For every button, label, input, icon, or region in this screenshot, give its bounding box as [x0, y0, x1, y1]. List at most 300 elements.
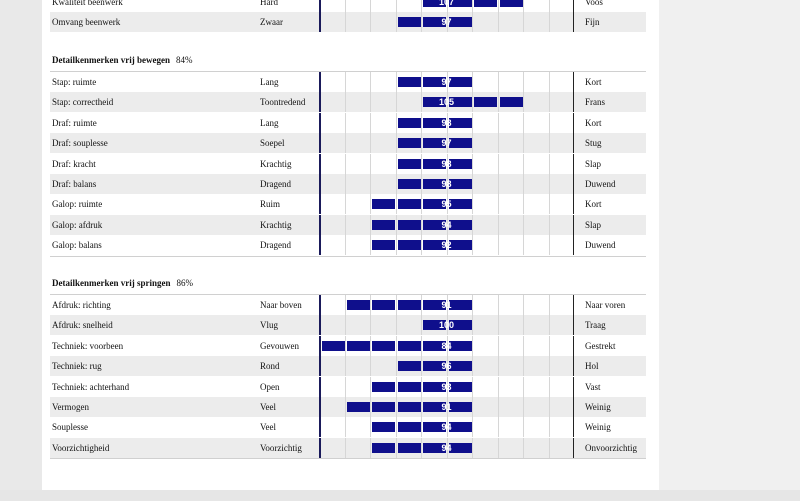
scale-cell	[421, 72, 452, 92]
scale-cell	[523, 417, 548, 437]
scale-cell	[396, 0, 421, 12]
scale-cell	[549, 174, 574, 194]
score-bar	[319, 377, 575, 397]
scale-cell	[421, 215, 452, 235]
scale-cell	[319, 12, 344, 32]
scale-cell	[396, 194, 421, 214]
scale-cell	[472, 12, 497, 32]
bar-fill	[474, 0, 497, 7]
scale-cell	[523, 133, 548, 153]
scale-cell	[396, 356, 421, 376]
scale-cell	[523, 92, 548, 112]
score-bar	[319, 154, 575, 174]
scale-cell	[498, 356, 523, 376]
high-extreme-label: Weinig	[585, 402, 611, 412]
scale-cell	[319, 397, 344, 417]
score-value: 91	[441, 300, 452, 310]
scale-cell	[523, 113, 548, 133]
scale-cell	[549, 113, 574, 133]
scale-cell	[319, 174, 344, 194]
low-extreme-label: Voorzichtig	[260, 442, 302, 453]
section-title	[52, 278, 193, 288]
scale-cell	[319, 215, 344, 235]
scale-cell	[421, 397, 452, 417]
scale-cell	[396, 438, 421, 458]
high-extreme-label: Fijn	[585, 17, 600, 27]
trait-label: Galop: afdruk	[52, 219, 103, 230]
scale-cell	[549, 133, 574, 153]
section-percent: 86%	[176, 278, 193, 288]
trait-label: Stap: correctheid	[52, 97, 114, 108]
scale-cell	[319, 438, 344, 458]
scale-cell	[549, 194, 574, 214]
scale-cell	[345, 295, 370, 315]
scale-cell	[523, 174, 548, 194]
scale-cell	[498, 194, 523, 214]
high-extreme-label: Stug	[585, 138, 602, 149]
bar-fill	[372, 382, 395, 392]
bar-fill	[474, 97, 497, 107]
scale-cell	[319, 417, 344, 437]
scale-cell	[396, 174, 421, 194]
scale-cell	[498, 295, 523, 315]
scale-cell	[421, 235, 452, 255]
scale-cell	[396, 417, 421, 437]
scale-cell	[549, 356, 574, 376]
table-row	[50, 0, 646, 12]
bar-fill	[347, 300, 370, 310]
scale-cell	[396, 377, 421, 397]
table-row	[50, 194, 646, 214]
scale-cell	[319, 133, 344, 153]
scale-cell	[370, 174, 395, 194]
scale-cell	[472, 377, 497, 397]
scale-cell	[421, 92, 455, 112]
trait-label: Afdruk: richting	[52, 300, 111, 310]
score-bar	[319, 438, 575, 458]
scale-cell	[396, 315, 421, 335]
low-extreme-label: Dragend	[260, 240, 291, 251]
score-value: 96	[441, 361, 452, 372]
low-extreme-label: Hard	[260, 0, 278, 7]
scale-cell	[319, 336, 344, 356]
scale-cell	[345, 72, 370, 92]
scale-cell	[549, 315, 574, 335]
scale-cell	[370, 438, 395, 458]
scale-cell	[498, 336, 523, 356]
scale-cell	[345, 113, 370, 133]
scale-cell	[472, 72, 497, 92]
bar-fill	[322, 341, 345, 351]
scale-cell	[345, 438, 370, 458]
bar-fill	[398, 179, 421, 189]
scale-cell	[370, 133, 395, 153]
scale-cell	[396, 336, 421, 356]
score-bar	[319, 133, 575, 153]
scale-cell	[345, 356, 370, 376]
low-extreme-label: Krachtig	[260, 158, 292, 169]
score-value: 98	[441, 117, 452, 128]
scale-cell	[370, 417, 395, 437]
scale-cell	[370, 0, 395, 12]
trait-label: Draf: ruimte	[52, 117, 97, 128]
scale-cell	[498, 0, 523, 12]
bar-fill	[398, 240, 421, 250]
scale-cell	[498, 215, 523, 235]
trait-label: Draf: kracht	[52, 158, 96, 169]
score-bar	[319, 235, 575, 255]
scale-cell	[523, 72, 548, 92]
table-row	[50, 113, 646, 133]
scale-cell	[472, 113, 497, 133]
horizontal-scrollbar[interactable]	[0, 490, 800, 501]
scale-cell	[319, 377, 344, 397]
scale-cell	[345, 194, 370, 214]
scale-cell	[498, 72, 523, 92]
high-extreme-label: Naar voren	[585, 300, 626, 310]
score-bar	[319, 336, 575, 356]
bar-fill	[372, 443, 395, 453]
scale-cell	[319, 315, 344, 335]
scale-cell	[396, 215, 421, 235]
table-row	[50, 438, 646, 458]
scale-cell	[370, 12, 395, 32]
scale-cell	[396, 72, 421, 92]
section-percent: 84%	[175, 55, 193, 65]
scale-cell	[345, 315, 370, 335]
trait-label: Draf: souplesse	[52, 138, 108, 149]
score-value: 91	[441, 402, 452, 412]
high-extreme-label: Duwend	[585, 179, 616, 189]
scale-cell	[319, 356, 344, 376]
scale-cell	[345, 174, 370, 194]
score-value: 107	[438, 0, 455, 7]
table-row	[50, 154, 646, 174]
score-bar	[319, 194, 575, 214]
scale-cell	[498, 154, 523, 174]
high-extreme-label: Voos	[585, 0, 603, 7]
scale-cell	[319, 113, 344, 133]
high-extreme-label: Slap	[585, 219, 602, 230]
bar-fill	[398, 159, 421, 169]
table-row	[50, 235, 646, 255]
bar-fill	[372, 300, 395, 310]
low-extreme-label: Veel	[260, 402, 276, 412]
scale-cell	[523, 315, 548, 335]
scale-cell	[345, 417, 370, 437]
scale-cell	[396, 295, 421, 315]
low-extreme-label: Toontredend	[260, 97, 306, 108]
bar-fill	[347, 341, 370, 351]
scale-cell	[345, 154, 370, 174]
score-bar	[319, 417, 575, 437]
table-row	[50, 92, 646, 112]
scale-cell	[523, 215, 548, 235]
trait-label: Kwaliteit beenwerk	[52, 0, 123, 7]
low-extreme-label: Lang	[260, 77, 279, 87]
scale-cell	[370, 194, 395, 214]
scale-cell	[396, 92, 421, 112]
table-row	[50, 215, 646, 235]
scale-cell	[472, 174, 497, 194]
scale-cell	[421, 295, 452, 315]
score-bar	[319, 215, 575, 235]
high-extreme-label: Vast	[585, 381, 601, 392]
scale-cell	[549, 0, 574, 12]
high-extreme-label: Kort	[585, 117, 602, 128]
scale-cell	[370, 72, 395, 92]
scale-cell	[549, 438, 574, 458]
scale-cell	[319, 0, 344, 12]
score-value: 94	[441, 219, 452, 230]
score-value: 84	[441, 340, 452, 351]
low-extreme-label: Soepel	[260, 138, 285, 149]
scale-cell	[421, 194, 452, 214]
section-title-text: Detailkenmerken vrij bewegen	[52, 55, 170, 65]
bar-fill	[398, 220, 421, 230]
score-bar	[319, 295, 575, 315]
scale-cell	[396, 397, 421, 417]
score-bar	[319, 12, 575, 32]
scale-cell	[421, 438, 452, 458]
scale-cell	[549, 417, 574, 437]
scale-cell	[498, 113, 523, 133]
section-divider	[50, 458, 646, 459]
score-bar	[319, 92, 575, 112]
bar-fill	[398, 402, 421, 412]
table-row	[50, 356, 646, 376]
score-value: 95	[441, 199, 452, 210]
scale-cell	[472, 154, 497, 174]
score-bar	[319, 72, 575, 92]
scale-cell	[319, 194, 344, 214]
scale-cell	[345, 92, 370, 112]
low-extreme-label: Veel	[260, 422, 276, 433]
high-extreme-label: Traag	[585, 320, 606, 331]
scale-cell	[549, 215, 574, 235]
table-row	[50, 12, 646, 32]
section-title-text: Detailkenmerken vrij springen	[52, 278, 171, 288]
scale-cell	[472, 315, 497, 335]
scale-cell	[498, 315, 523, 335]
bar-fill	[398, 138, 421, 148]
score-bar	[319, 0, 575, 12]
score-bar	[319, 315, 575, 335]
high-extreme-label: Duwend	[585, 240, 616, 251]
scale-cell	[345, 0, 370, 12]
low-extreme-label: Zwaar	[260, 17, 283, 27]
high-extreme-label: Kort	[585, 199, 602, 210]
scale-cell	[498, 133, 523, 153]
scale-cell	[370, 154, 395, 174]
scale-cell	[319, 72, 344, 92]
high-extreme-label: Weinig	[585, 422, 611, 433]
score-value: 98	[441, 158, 452, 169]
scale-cell	[421, 133, 452, 153]
score-value: 97	[441, 138, 452, 149]
score-value: 105	[438, 97, 455, 108]
score-value: 98	[441, 179, 452, 189]
trait-label: Galop: balans	[52, 240, 102, 251]
scale-cell	[370, 113, 395, 133]
scale-cell	[523, 438, 548, 458]
low-extreme-label: Open	[260, 381, 280, 392]
bar-fill	[372, 422, 395, 432]
score-value: 93	[441, 381, 452, 392]
score-value: 94	[441, 422, 452, 433]
scale-cell	[549, 295, 574, 315]
scale-cell	[396, 154, 421, 174]
scale-cell	[472, 295, 497, 315]
scale-cell	[370, 336, 395, 356]
bar-fill	[398, 300, 421, 310]
bar-fill	[398, 199, 421, 209]
bar-fill	[500, 97, 523, 107]
scale-cell	[370, 377, 395, 397]
scale-cell	[370, 295, 395, 315]
low-extreme-label: Naar boven	[260, 300, 302, 310]
low-extreme-label: Vlug	[260, 320, 278, 331]
scale-cell	[549, 72, 574, 92]
scale-cell	[319, 295, 344, 315]
trait-label: Afdruk: snelheid	[52, 320, 113, 331]
scale-cell	[498, 235, 523, 255]
scale-cell	[421, 174, 452, 194]
bar-fill	[372, 341, 395, 351]
scale-cell	[345, 397, 370, 417]
table-row	[50, 174, 646, 194]
high-extreme-label: Slap	[585, 158, 602, 169]
scale-cell	[498, 438, 523, 458]
right-background	[659, 0, 800, 501]
scale-cell	[549, 336, 574, 356]
scale-cell	[370, 356, 395, 376]
trait-label: Vermogen	[52, 402, 89, 412]
scale-cell	[472, 438, 497, 458]
scale-cell	[498, 397, 523, 417]
low-extreme-label: Gevouwen	[260, 340, 299, 351]
scale-cell	[498, 92, 523, 112]
scale-cell	[472, 92, 497, 112]
scale-cell	[396, 235, 421, 255]
trait-label: Techniek: rug	[52, 361, 102, 372]
bar-fill	[398, 361, 421, 371]
scale-cell	[421, 12, 452, 32]
scale-cell	[498, 12, 523, 32]
scale-cell	[549, 377, 574, 397]
scale-cell	[523, 154, 548, 174]
trait-label: Omvang beenwerk	[52, 17, 121, 27]
bar-fill	[398, 341, 421, 351]
scale-cell	[345, 133, 370, 153]
score-bar	[319, 113, 575, 133]
trait-label: Souplesse	[52, 422, 88, 433]
scale-cell	[523, 377, 548, 397]
bar-fill	[398, 422, 421, 432]
scale-cell	[523, 12, 548, 32]
scale-cell	[549, 397, 574, 417]
scale-cell	[498, 174, 523, 194]
scale-cell	[472, 336, 497, 356]
scale-cell	[370, 315, 395, 335]
trait-label: Techniek: voorbeen	[52, 340, 124, 351]
scale-cell	[319, 154, 344, 174]
scale-cell	[472, 417, 497, 437]
scale-cell	[421, 0, 455, 12]
low-extreme-label: Lang	[260, 117, 279, 128]
table-row	[50, 417, 646, 437]
scale-cell	[396, 12, 421, 32]
table-row	[50, 315, 646, 335]
high-extreme-label: Kort	[585, 77, 602, 87]
section-title	[52, 55, 192, 65]
scale-cell	[421, 336, 452, 356]
scale-cell	[370, 92, 395, 112]
bar-fill	[398, 382, 421, 392]
table-row	[50, 397, 646, 417]
trait-label: Draf: balans	[52, 179, 97, 189]
scale-cell	[523, 397, 548, 417]
high-extreme-label: Frans	[585, 97, 605, 108]
score-bar	[319, 174, 575, 194]
scale-cell	[549, 235, 574, 255]
scale-cell	[345, 235, 370, 255]
scale-cell	[523, 356, 548, 376]
low-extreme-label: Ruim	[260, 199, 281, 210]
scale-cell	[396, 113, 421, 133]
scale-cell	[421, 417, 452, 437]
scale-cell	[345, 12, 370, 32]
score-value: 94	[441, 442, 452, 453]
scale-cell	[472, 235, 497, 255]
bar-fill	[372, 199, 395, 209]
trait-label: Voorzichtigheid	[52, 442, 110, 453]
scale-cell	[345, 336, 370, 356]
trait-label: Galop: ruimte	[52, 199, 103, 210]
trait-label: Techniek: achterhand	[52, 381, 130, 392]
score-value: 97	[441, 17, 452, 27]
scale-cell	[549, 12, 574, 32]
high-extreme-label: Hol	[585, 361, 599, 372]
high-extreme-label: Gestrekt	[585, 340, 616, 351]
bar-fill	[398, 17, 421, 27]
bar-fill	[398, 77, 421, 87]
low-extreme-label: Krachtig	[260, 219, 292, 230]
bar-fill	[398, 118, 421, 128]
score-bar	[319, 397, 575, 417]
scale-cell	[523, 0, 548, 12]
scale-cell	[370, 215, 395, 235]
scale-cell	[472, 0, 497, 12]
scale-cell	[345, 377, 370, 397]
bar-fill	[500, 0, 523, 7]
table-row	[50, 72, 646, 92]
scale-cell	[319, 235, 344, 255]
scale-cell	[472, 215, 497, 235]
scale-cell	[523, 235, 548, 255]
scale-cell	[472, 356, 497, 376]
section-divider	[50, 256, 646, 257]
scale-cell	[345, 215, 370, 235]
scale-cell	[421, 315, 455, 335]
scale-cell	[549, 92, 574, 112]
high-extreme-label: Onvoorzichtig	[585, 442, 637, 453]
scale-cell	[498, 417, 523, 437]
scale-cell	[498, 377, 523, 397]
scale-cell	[472, 133, 497, 153]
table-row	[50, 133, 646, 153]
table-row	[50, 295, 646, 315]
